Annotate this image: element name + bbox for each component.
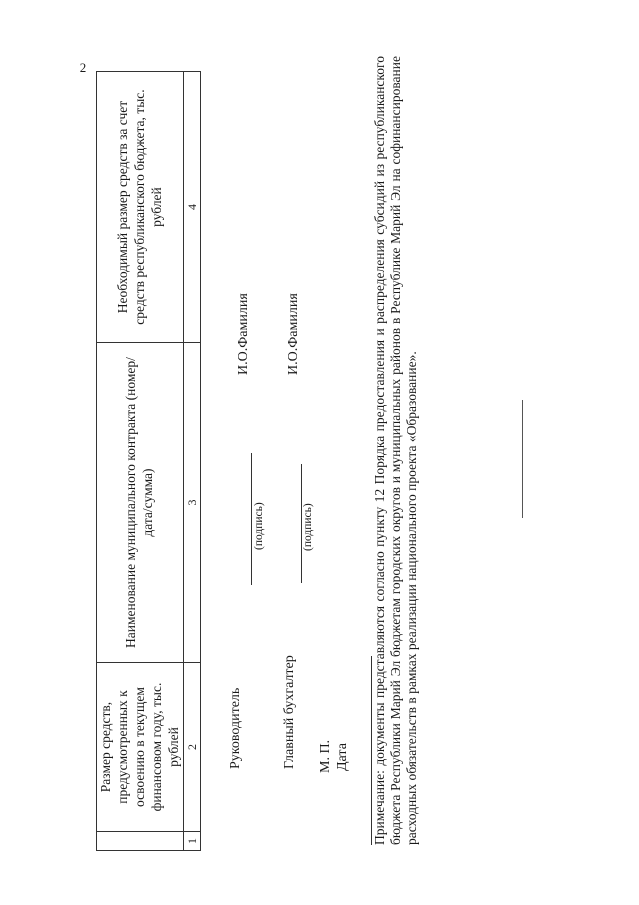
column-number-2: 2 [184, 663, 201, 832]
end-rule [522, 400, 523, 518]
page-number: 2 [79, 59, 87, 75]
accountant-signature-hint: (подпись) [302, 503, 314, 551]
table-header-row [97, 72, 184, 851]
accountant-name: И.О.Фамилия [286, 293, 301, 375]
head-label: Руководитель [228, 687, 243, 769]
table-number-row [184, 72, 201, 851]
date-label: Дата [335, 743, 350, 771]
column-number-1: 1 [184, 832, 201, 851]
column-number-4: 4 [184, 72, 201, 343]
head-name: И.О.Фамилия [236, 293, 251, 375]
stamp-label: М. П. [318, 739, 333, 773]
header-cell-2: Размер средств, предусмотренных к освоению в текущем финансовом году, тыс. рублей [97, 663, 184, 832]
header-cell-3: Наименование муниципального контракта (номер/дата/сумма) [97, 343, 184, 663]
head-signature-hint: (подпись) [253, 502, 265, 550]
subsidy-table [96, 71, 201, 851]
header-cell-4: Необходимый размер средств за счет средств республиканского бюджета, тыс. рублей [97, 72, 184, 343]
header-cell-1 [97, 832, 184, 851]
head-signature-line [251, 453, 252, 585]
footnote-text: Примечание: документы представляются согласно пункту 12 Порядка предоставления и распределения субсидий из республиканского бюджета Республики Марий Эл бюджетам городских округов и муниципальных районов в Республике Марий Эл на софинансирование расходных обязательств в рамках реализации национального проекта «Образование». [372, 56, 419, 845]
column-number-3: 3 [184, 343, 201, 663]
accountant-label: Главный бухгалтер [282, 655, 297, 769]
